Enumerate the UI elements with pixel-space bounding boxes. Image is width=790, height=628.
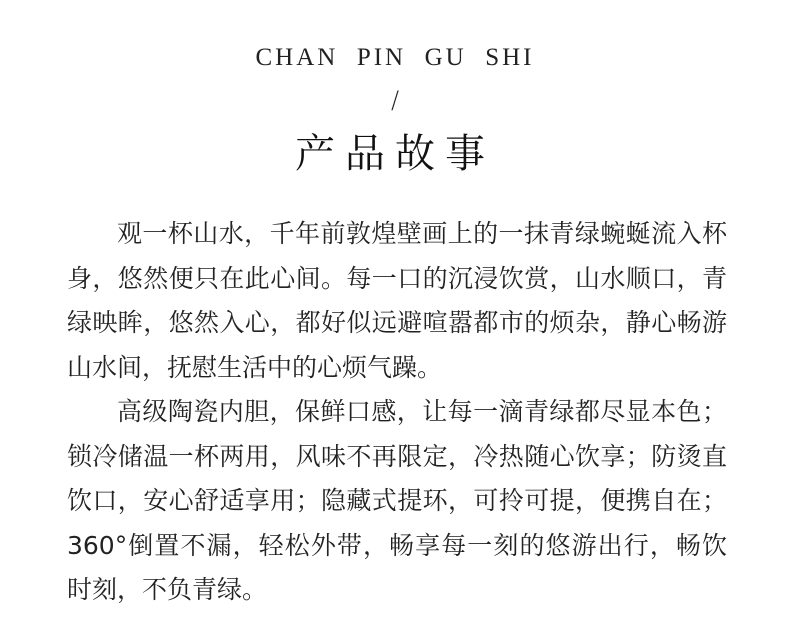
- story-body: [67, 212, 727, 613]
- story-paragraph: 高级陶瓷内胆，保鲜口感，让每一滴青绿都尽显本色；锁冷储温一杯两用，风味不再限定，冷热随心饮享；防烫直饮口，安心舒适享用；隐藏式提环，可拎可提，便携自在；360°倒置不漏，轻松外带，畅享每一刻的悠游出行，畅饮时刻，不负青绿。: [67, 397, 727, 604]
- page-title: 产品故事: [295, 131, 495, 177]
- pinyin-subtitle: CHAN PIN GU SHI: [255, 44, 535, 71]
- divider-slash: /: [390, 86, 400, 114]
- story-paragraph: 观一杯山水，千年前敦煌壁画上的一抹青绿蜿蜒流入杯身，悠然便只在此心间。每一口的沉浸饮赏，山水顺口，青绿映眸，悠然入心，都好似远避喧嚣都市的烦杂，静心畅游山水间，抚慰生活中的心烦气躁。: [67, 219, 727, 382]
